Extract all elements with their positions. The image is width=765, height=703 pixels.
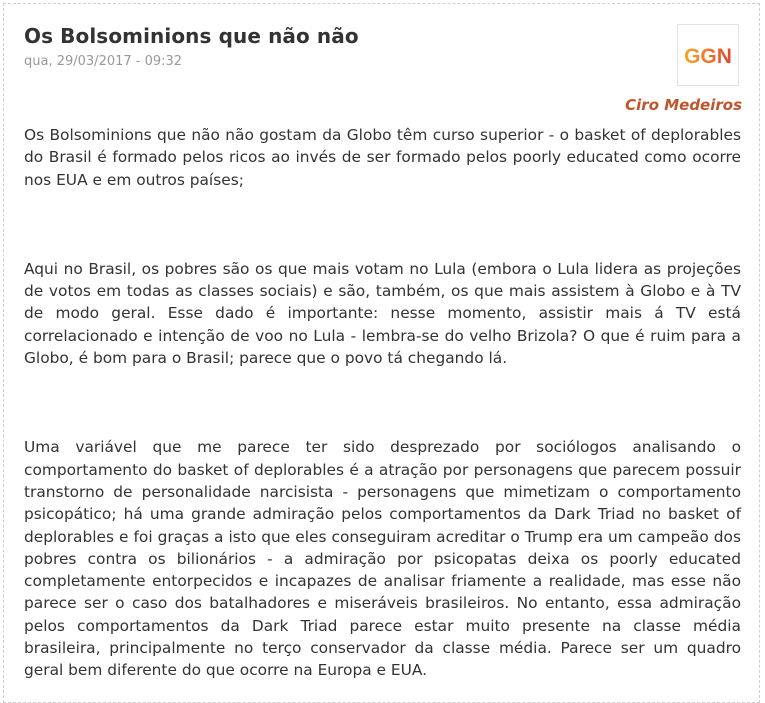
post-body <box>24 124 741 682</box>
ggn-logo-graphic <box>678 25 738 85</box>
paragraph-1: Os Bolsominions que não não gostam da Globo têm curso superior - o basket of deplorables do Brasil é formado pelos ricos ao invés de ser formado pelos poorly educated como ocorre nos EUA e em outros países; <box>24 126 741 189</box>
blog-post <box>3 3 760 703</box>
paragraph-2: Aqui no Brasil, os pobres são os que mais votam no Lula (embora o Lula lidera as projeções de votos em todas as classes sociais) e são, também, os que mais assistem à Globo e à TV de modo geral. Esse dado é importante: nesse momento, assistir mais á TV está correlacionado e intenção de voo no Lula - lembra-se do velho Brizola? O que é ruim para a Globo, é bom para o Brasil; parece que o povo tá chegando lá. <box>24 259 741 368</box>
paragraph-spacer <box>24 191 741 258</box>
ggn-logo-icon[interactable] <box>677 24 739 86</box>
post-title[interactable]: Os Bolsominions que não não <box>24 24 359 48</box>
post-date: qua, 29/03/2017 - 09:32 <box>24 54 183 69</box>
paragraph-3: Uma variável que me parece ter sido desprezado por sociólogos analisando o comportamento do basket of deplorables é a atração por personagens que parecem possuir transtorno de personalidade narcisista - personagens que mimetizam o comportamento psicopático; há uma grande admiração pelos comportamentos da Dark Triad no basket of deplorables e foi graças a isto que eles conseguiram acreditar o Trump era um campeão dos pobres contra os bilionários - a admiração por psicopatas deixa os poorly educated completamente entorpecidos e incapazes de analisar friamente a realidade, mas esse não parece ser o caso dos batalhadores e miseráveis brasileiros. No entanto, essa admiração pelos comportamentos da Dark Triad parece estar muito presente na classe média brasileira, principalmente no terço conservador da classe média. Parece ser um quadro geral bem diferente do que ocorre na Europa e EUA. <box>24 438 741 680</box>
paragraph-spacer <box>24 369 741 436</box>
logo-text: GGN <box>684 45 732 68</box>
post-author[interactable]: Ciro Medeiros <box>625 96 742 114</box>
